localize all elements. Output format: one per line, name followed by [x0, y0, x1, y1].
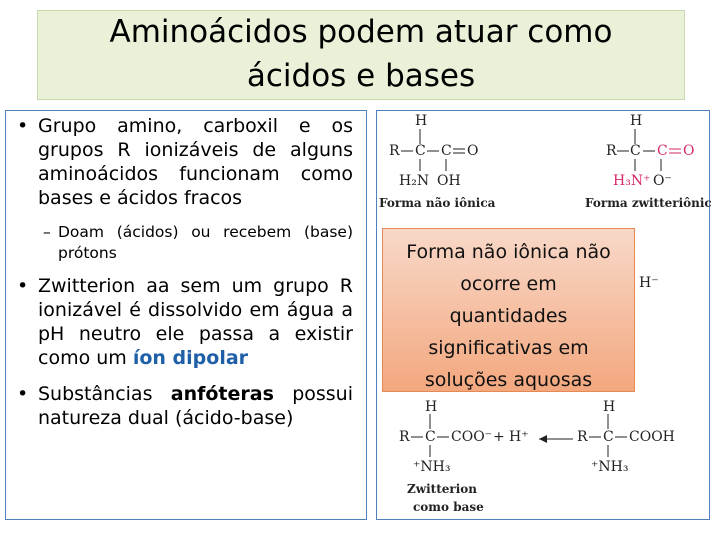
atom-c: C: [441, 143, 452, 159]
atom-c: C: [603, 429, 614, 445]
slide-title: [37, 10, 685, 98]
callout-line: significativas em: [428, 337, 589, 359]
bullet-text: Zwitterion aa sem um grupo R ionizável é dissolvido em água a pH neutro ele passa a existir como um: [38, 275, 353, 369]
dipolar-ion-highlight: íon dipolar: [132, 347, 249, 369]
bullet-amino-groups: [13, 114, 353, 210]
atom-c: C: [415, 143, 426, 159]
label-zwitterionic: Forma zwitteriônica: [585, 196, 711, 210]
amino-group: H₂N: [399, 173, 430, 189]
label-zwitterion: Zwitterion: [407, 482, 477, 496]
callout-text: [382, 236, 635, 396]
bullet-text-end: possui natureza dual (ácido-base): [38, 383, 353, 429]
title-line-1: Aminoácidos podem atuar como: [109, 14, 613, 50]
arrow-head-icon: [539, 435, 547, 443]
zwitterion-structure: [585, 113, 711, 210]
atom-o: O: [467, 143, 479, 159]
bullet-icon: •: [17, 275, 29, 297]
atom-r: R: [389, 143, 400, 159]
atom-r: R: [399, 429, 410, 445]
proton: H⁺: [509, 429, 529, 445]
callout-line: quantidades: [449, 305, 568, 327]
ammonium-group: ⁺NH₃: [413, 459, 451, 475]
sub-bullet-protons: [13, 222, 353, 264]
callout-line: ocorre em: [460, 273, 557, 295]
atom-h: H: [603, 399, 616, 415]
ammonium-group: H₃N⁺: [613, 173, 651, 189]
amphoteric-term: anfóteras: [170, 383, 274, 405]
bullet-text: Substâncias: [38, 383, 171, 405]
carboxylate-oxygen: O⁻: [653, 173, 672, 189]
sub-bullet-text: Doam (ácidos) ou recebem (base) prótons: [58, 223, 353, 262]
bullet-zwitterion: [13, 274, 353, 370]
callout-line: soluções aquosas: [424, 369, 593, 391]
label-nonionic: Forma não iônica: [379, 196, 496, 210]
label-as-base: como base: [413, 500, 484, 514]
ammonium-group: ⁺NH₃: [591, 459, 629, 475]
atom-c-red: C: [657, 143, 668, 159]
atom-r: R: [606, 143, 617, 159]
carboxyl-group: COOH: [629, 429, 675, 445]
plus-sign: +: [493, 429, 505, 445]
bullet-list: [13, 114, 353, 442]
atom-c: C: [425, 429, 436, 445]
dash-icon: –: [43, 223, 51, 241]
bullet-icon: •: [17, 383, 29, 405]
atom-h: H: [630, 113, 643, 129]
atom-h: H: [415, 113, 428, 129]
atom-o-red: O: [683, 143, 695, 159]
nonionic-structure: [379, 113, 496, 210]
bullet-text: Grupo amino, carboxil e os grupos R ionizáveis de alguns aminoácidos funcionam como bases e ácidos fracos: [38, 115, 353, 209]
atom-h: H: [425, 399, 438, 415]
hidden-fragment: H⁻: [639, 275, 659, 291]
atom-r: R: [577, 429, 588, 445]
atom-c: C: [630, 143, 641, 159]
callout-line: Forma não iônica não: [406, 241, 611, 263]
bullet-icon: •: [17, 115, 29, 137]
bullet-amphoteric: [13, 382, 353, 430]
hydroxyl-group: OH: [437, 173, 461, 189]
carboxylate-group: COO⁻: [451, 429, 493, 445]
equilibrium-structure: [399, 399, 675, 514]
title-line-2: ácidos e bases: [246, 58, 476, 94]
